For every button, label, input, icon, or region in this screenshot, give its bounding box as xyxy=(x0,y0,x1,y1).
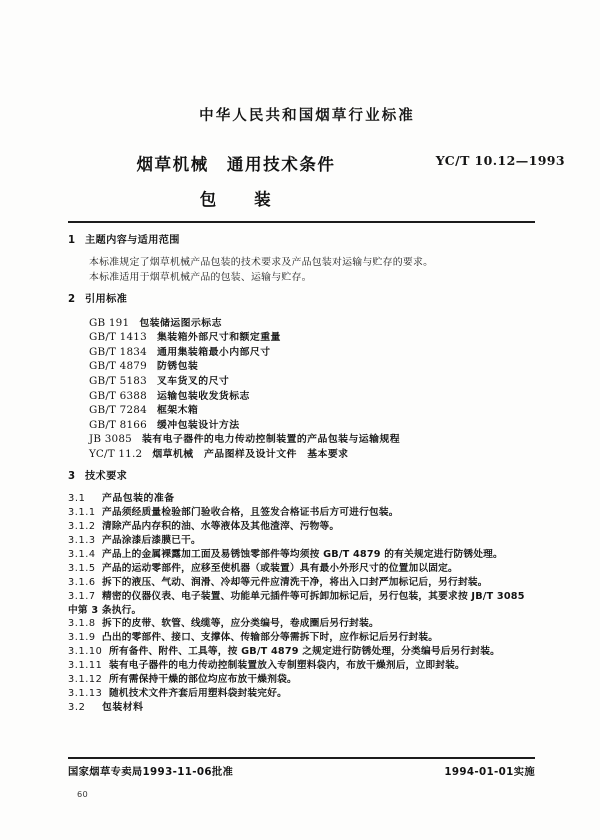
reference-code: GB/T 5183 xyxy=(89,374,147,387)
reference-title: 叉车货叉的尺寸 xyxy=(156,375,230,387)
section-1-paragraph-2: 本标准适用于烟草机械产品的包装、运输与贮存。 xyxy=(89,271,312,283)
reference-item xyxy=(89,332,538,347)
reference-item xyxy=(89,361,538,376)
clause-item xyxy=(68,536,538,550)
reference-item xyxy=(89,449,538,464)
reference-code: GB/T 1834 xyxy=(89,345,147,358)
clause-text: 精密的仪器仪表、电子装置、功能单元插件等可拆卸加标记后，另行包装，其要求按 JB/T 3085 xyxy=(102,590,525,602)
clause-number: 3.1.5 xyxy=(68,562,96,574)
section-3-number: 3 xyxy=(68,470,76,482)
clause-text: 拆下的液压、气动、润滑、冷却等元件应清洗干净，将出入口封严加标记后，另行封装。 xyxy=(102,576,488,588)
reference-item xyxy=(89,318,538,333)
clause-number: 3.1.8 xyxy=(68,618,96,630)
clause-item xyxy=(68,661,538,675)
clause-text: 产品上的金属裸露加工面及易锈蚀零部件等均须按 GB/T 4879 的有关规定进行防锈处理。 xyxy=(102,549,503,560)
section-2-number: 2 xyxy=(68,294,76,306)
section-2-heading xyxy=(68,295,538,305)
clause-3-2-heading xyxy=(68,703,538,717)
reference-title: 烟草机械 产品图样及设计文件 基本要求 xyxy=(152,448,349,460)
referenced-standards-list xyxy=(68,318,538,464)
clause-text: 拆下的皮带、软管、线缆等，应分类编号，卷成圈后另行封装。 xyxy=(102,618,379,630)
clause-item xyxy=(68,592,538,606)
header-divider-rule xyxy=(68,221,535,223)
clause-text: 清除产品内存积的油、水等液体及其他渣滓、污物等。 xyxy=(102,521,340,533)
section-1-paragraph-1: 本标准规定了烟草机械产品包装的技术要求及产品包装对运输与贮存的要求。 xyxy=(89,257,434,269)
reference-title: 框架木箱 xyxy=(156,405,199,417)
clause-text: 产品涂漆后漆膜已干。 xyxy=(102,535,201,547)
clause-number: 3.1.3 xyxy=(68,535,96,547)
section-2-title: 引用标准 xyxy=(85,294,128,306)
reference-title: 集装箱外部尺寸和额定重量 xyxy=(156,332,281,344)
reference-title: 通用集装箱最小内部尺寸 xyxy=(156,346,271,358)
clause-text: 所有备件、附件、工具等，按 GB/T 4879 之规定进行防锈处理，分类编号后另行封装。 xyxy=(109,646,501,658)
reference-title: 包装储运图示标志 xyxy=(139,317,222,329)
clause-number: 3.1.11 xyxy=(68,660,103,672)
clause-number: 3.1.1 xyxy=(68,507,96,519)
clause-number: 3.1.2 xyxy=(68,521,96,533)
reference-code: GB/T 4879 xyxy=(89,360,147,373)
reference-code: YC/T 11.2 xyxy=(89,447,143,460)
clause-item xyxy=(68,675,538,689)
clause-item xyxy=(68,689,538,703)
reference-title: 装有电子器件的电力传动控制装置的产品包装与运输规程 xyxy=(141,434,401,446)
section-1-number: 1 xyxy=(68,235,76,246)
clause-text: 随机技术文件齐套后用塑料袋封装完好。 xyxy=(109,687,287,699)
document-body xyxy=(68,236,538,717)
clause-number: 3.1.9 xyxy=(68,632,96,644)
clause-item xyxy=(68,578,538,592)
approval-statement: 国家烟草专卖局1993-11-06批准 xyxy=(68,766,234,778)
title-row xyxy=(0,151,600,177)
clause-item xyxy=(68,564,538,578)
clause-text: 装有电子器件的电力传动控制装置放入专制塑料袋内，布放干燥剂后，立即封装。 xyxy=(109,660,465,672)
reference-code: JB 3085 xyxy=(89,433,132,446)
clause-number: 3.1.10 xyxy=(68,646,103,658)
document-footer xyxy=(68,763,535,799)
footer-divider-rule xyxy=(68,757,535,759)
document-header xyxy=(0,104,600,210)
reference-item xyxy=(89,434,538,449)
clause-text: 所有需保持干燥的部位均应布放干燥剂袋。 xyxy=(109,674,297,686)
implementation-date: 1994-01-01实施 xyxy=(444,766,535,778)
clause-text: 产品须经质量检验部门验收合格，且签发合格证书后方可进行包装。 xyxy=(102,507,399,519)
reference-code: GB/T 1413 xyxy=(89,331,147,344)
reference-title: 运输包装收发货标志 xyxy=(156,390,250,402)
issuing-organization-line: 中华人民共和国烟草行业标准 xyxy=(199,108,415,124)
clause-3-2-number: 3.2 xyxy=(68,701,86,713)
clause-number: 3.1.6 xyxy=(68,576,96,588)
reference-item xyxy=(89,391,538,406)
clause-number: 3.1.12 xyxy=(68,674,103,686)
section-1-heading xyxy=(68,236,538,246)
section-3-heading xyxy=(68,472,538,482)
clause-3-1-title: 产品包装的准备 xyxy=(102,492,175,504)
clause-number: 3.1.4 xyxy=(68,549,96,560)
reference-code: GB/T 6388 xyxy=(89,389,147,402)
clause-text: 产品的运动零部件，应移至使机器（或装置）具有最小外形尺寸的位置加以固定。 xyxy=(102,562,458,574)
reference-code: GB/T 8166 xyxy=(89,418,147,431)
reference-item xyxy=(89,376,538,391)
footer-row xyxy=(68,763,535,778)
reference-code: GB 191 xyxy=(89,316,130,329)
standard-number: YC/T 10.12—1993 xyxy=(435,153,565,168)
reference-item xyxy=(89,405,538,420)
section-1-title: 主题内容与适用范围 xyxy=(85,235,180,246)
reference-code: GB/T 7284 xyxy=(89,404,147,417)
clause-text: 凸出的零部件、接口、支撑体、传输部分等需拆下时，应作标记后另行封装。 xyxy=(102,632,439,644)
reference-item xyxy=(89,347,538,362)
reference-title: 缓冲包装设计方法 xyxy=(156,419,240,431)
clause-3-1-number: 3.1 xyxy=(68,492,86,504)
clause-item xyxy=(68,550,538,564)
clause-3-2-title: 包装材料 xyxy=(102,701,144,713)
reference-title: 防锈包装 xyxy=(156,361,199,373)
clause-number: 3.1.13 xyxy=(68,687,103,699)
document-title: 烟草机械 通用技术条件 xyxy=(136,155,336,174)
clause-number: 3.1.7 xyxy=(68,590,96,602)
clause-continuation: 中第 3 条执行。 xyxy=(68,604,142,616)
document-subtitle: 包 装 xyxy=(199,190,273,209)
page-number: 60 xyxy=(77,789,89,799)
reference-item xyxy=(89,420,538,435)
section-3-title: 技术要求 xyxy=(85,470,128,482)
